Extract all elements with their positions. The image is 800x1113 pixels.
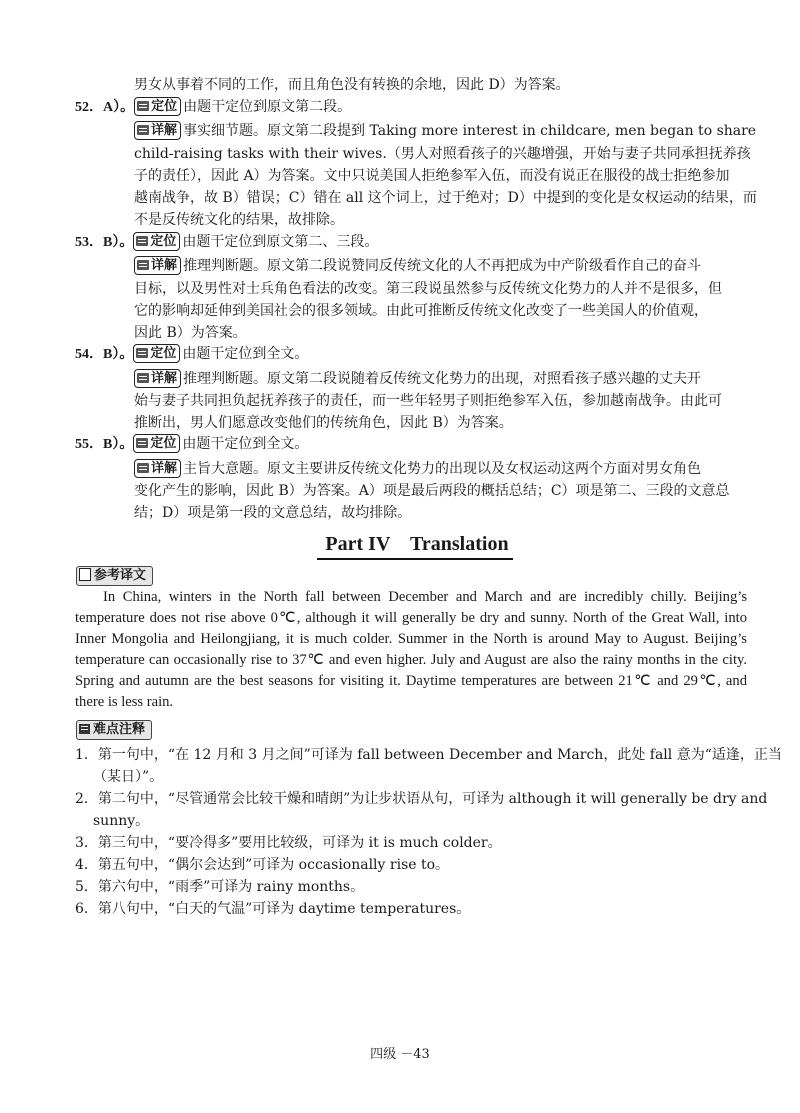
answer-letter: A）。 — [103, 100, 135, 115]
note-item: 1．第一句中，“在 12 月和 3 月之间”可译为 fall between December and March，此处 fall 意为“适逢，正当 — [75, 747, 782, 763]
locate-tag — [134, 97, 181, 116]
locate-tag-label: 定位 — [150, 234, 177, 249]
explain-tag — [134, 459, 181, 478]
folder-icon — [137, 260, 149, 270]
page-number: 四级 －43 — [370, 1047, 430, 1062]
question-55-header — [75, 434, 308, 455]
note-item: 2．第二句中，“尽管通常会比较干燥和晴朗”为让步状语从句，可译为 although it will generally be dry and — [75, 791, 768, 807]
explain-tag — [134, 369, 181, 388]
section-title-text: Part IV Translation — [317, 531, 512, 560]
folder-icon — [136, 438, 148, 448]
question-52-explain — [134, 121, 756, 142]
note-item-continuation: sunny。 — [93, 813, 150, 829]
question-number: 52． — [75, 100, 103, 115]
explain-text: 主旨大意题。原文主要讲反传统文化势力的出现以及女权运动这两个方面对男女角色 — [183, 461, 702, 477]
folder-icon — [137, 463, 149, 473]
explain-line: 子的责任），因此 A）为答案。文中只说美国人拒绝参军入伍，而没有说正在服役的战士拒绝参加 — [134, 168, 730, 184]
note-item: 6．第八句中，“白天的气温”可译为 daytime temperatures。 — [75, 901, 471, 917]
reference-translation-heading — [76, 566, 153, 586]
locate-tag — [133, 232, 180, 251]
folder-icon — [136, 236, 148, 246]
question-52-header — [75, 97, 351, 118]
explain-line: 变化产生的影响，因此 B）为答案。A）项是最后两段的概括总结；C）项是第二、三段的文意总 — [134, 483, 730, 499]
reference-translation-label: 参考译文 — [94, 568, 147, 583]
explain-line: 结；D）项是第一段的文意总结，故均排除。 — [134, 505, 412, 521]
note-item: 4．第五句中，“偶尔会达到”可译为 occasionally rise to。 — [75, 857, 450, 873]
notes-label: 难点注释 — [93, 722, 146, 737]
translation-paragraph: In China, winters in the North fall between December and March and are incredibly chilly. Beijing’s temperature does not rise above 0℃, although it will generally be dry and sunny. North of the Great Wall, into Inner Mongolia and Heilongjiang, it is much colder. Summer in the North is around May to August. Beijing’s temperature can occasionally rise to 37℃ and even higher. July and August are also the rainy months in the city. Spring and autumn are the best seasons for visiting it. Daytime temperatures are between 21℃ and 29℃, and there is less rain. — [75, 589, 747, 710]
locate-text: 由题干定位到全文。 — [182, 436, 309, 452]
continuation-line: 男女从事着不同的工作，而且角色没有转换的余地，因此 D）为答案。 — [134, 77, 570, 93]
explain-tag-label: 详解 — [151, 123, 178, 138]
locate-tag-label: 定位 — [150, 436, 177, 451]
folder-icon — [137, 125, 149, 135]
explain-line: 目标，以及男性对士兵角色看法的改变。第三段说虽然参与反传统文化势力的人并不是很多，但 — [134, 281, 722, 297]
question-number: 54． — [75, 347, 103, 362]
locate-tag-label: 定位 — [150, 346, 177, 361]
section-title — [0, 531, 800, 560]
locate-text: 由题干定位到原文第二、三段。 — [182, 234, 379, 250]
answer-letter: B）。 — [103, 347, 134, 362]
locate-tag — [133, 344, 180, 363]
folder-icon — [137, 373, 149, 383]
notes-heading — [76, 720, 152, 740]
explain-line: child-raising tasks with their wives.（男人对照看孩子的兴趣增强，开始与妻子共同承担抚养孩 — [134, 146, 751, 162]
explain-tag-label: 详解 — [151, 258, 178, 273]
explain-tag-label: 详解 — [151, 461, 178, 476]
answer-letter: B）。 — [103, 437, 134, 452]
folder-icon — [137, 101, 149, 111]
question-54-explain — [134, 369, 701, 390]
note-icon — [79, 724, 90, 734]
question-55-explain — [134, 459, 701, 480]
answer-letter: B）。 — [103, 235, 134, 250]
question-53-explain — [134, 256, 701, 277]
locate-tag — [133, 434, 180, 453]
locate-text: 由题干定位到原文第二段。 — [183, 99, 352, 115]
explain-line: 推断出，男人们愿意改变他们的传统角色，因此 B）为答案。 — [134, 415, 513, 431]
question-number: 55． — [75, 437, 103, 452]
explain-tag — [134, 256, 181, 275]
locate-text: 由题干定位到全文。 — [182, 346, 309, 362]
folder-icon — [136, 348, 148, 358]
note-item: 3．第三句中，“要冷得多”要用比较级，可译为 it is much colder。 — [75, 835, 502, 851]
question-54-header — [75, 344, 308, 365]
note-item: 5．第六句中，“雨季”可译为 rainy months。 — [75, 879, 365, 895]
locate-tag-label: 定位 — [151, 99, 178, 114]
question-number: 53． — [75, 235, 103, 250]
explain-line: 因此 B）为答案。 — [134, 325, 247, 341]
box-icon — [79, 568, 91, 581]
explain-text: 事实细节题。原文第二段提到 Taking more interest in childcare, men began to share — [183, 123, 757, 139]
explain-line: 越南战争，故 B）错误；C）错在 all 这个词上，过于绝对；D）中提到的变化是女权运动的结果，而 — [134, 190, 757, 206]
explain-line: 不是反传统文化的结果，故排除。 — [134, 212, 344, 228]
explain-text: 推理判断题。原文第二段说赞同反传统文化的人不再把成为中产阶级看作自己的奋斗 — [183, 258, 702, 274]
explain-line: 始与妻子共同担负起抚养孩子的责任，而一些年轻男子则拒绝参军入伍，参加越南战争。由此可 — [134, 393, 722, 409]
explain-text: 推理判断题。原文第二段说随着反传统文化势力的出现，对照看孩子感兴趣的丈夫开 — [183, 371, 702, 387]
question-53-header — [75, 232, 378, 253]
explain-tag-label: 详解 — [151, 371, 178, 386]
explain-tag — [134, 121, 181, 140]
explain-line: 它的影响却延伸到美国社会的很多领域。由此可推断反传统文化改变了一些美国人的价值观， — [134, 303, 708, 319]
note-item-continuation: （某日）”。 — [93, 769, 164, 785]
